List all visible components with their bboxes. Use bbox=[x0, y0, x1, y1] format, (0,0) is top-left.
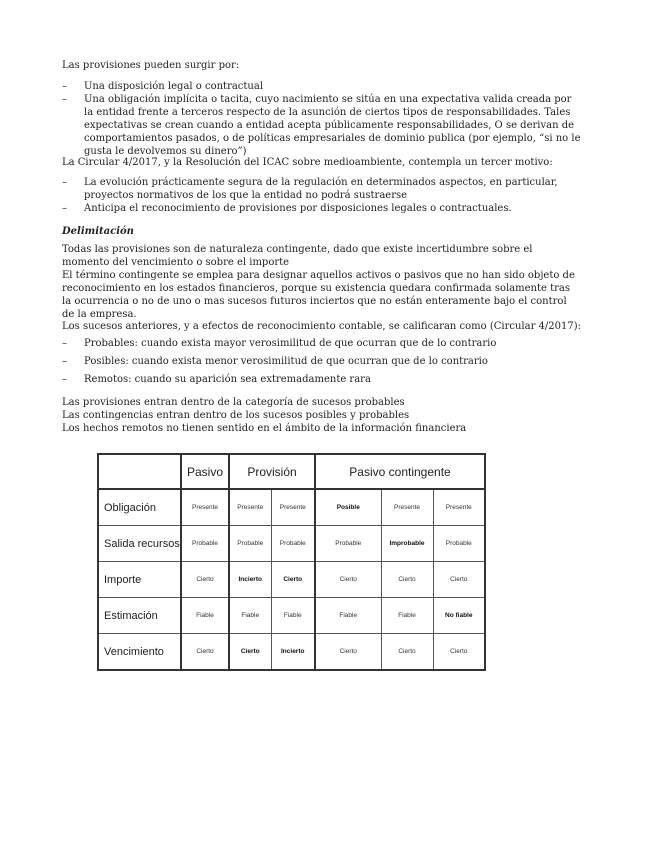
list-item-text: Posibles: cuando exista menor verosimilitud de que ocurran que de lo contrario bbox=[84, 356, 488, 367]
dash-bullet: – bbox=[62, 203, 67, 214]
list-item-text: La evolución prácticamente segura de la regulación en determinados aspectos, en particular, proyectos normativos de los que la entidad no podrá sustraerse bbox=[84, 177, 558, 201]
table-header-empty bbox=[98, 454, 181, 489]
table-cell: Improbable bbox=[381, 526, 433, 562]
list-item bbox=[62, 337, 582, 350]
table-cell: Incierto bbox=[229, 562, 271, 598]
delimitation-paragraph bbox=[62, 243, 582, 321]
dash-bullet: – bbox=[62, 94, 67, 105]
list-item-text: Probables: cuando exista mayor verosimilitud de que ocurran que de lo contrario bbox=[84, 338, 497, 349]
table-header-row bbox=[98, 454, 485, 489]
comparison-table bbox=[97, 453, 486, 671]
table-row bbox=[98, 526, 485, 562]
table-cell: Fiable bbox=[271, 598, 315, 634]
dash-bullet: – bbox=[62, 177, 67, 188]
list-item bbox=[62, 80, 582, 93]
list-item bbox=[62, 355, 582, 368]
table-cell: Incierto bbox=[271, 634, 315, 671]
table-cell: Probable bbox=[181, 526, 229, 562]
list-third-reason bbox=[62, 176, 582, 215]
row-label: Estimación bbox=[98, 598, 181, 634]
table-row bbox=[98, 489, 485, 526]
summary-line: Las provisiones entran dentro de la categoría de sucesos probables bbox=[62, 397, 405, 408]
table-cell: Presente bbox=[271, 489, 315, 526]
delimitation-line: Todas las provisiones son de naturaleza contingente, dado que existe incertidumbre sobre el momento del vencimiento o sobre el importe bbox=[62, 244, 533, 268]
row-label: Obligación bbox=[98, 489, 181, 526]
list-sources bbox=[62, 80, 582, 158]
section-heading-delimitacion: Delimitación bbox=[62, 226, 134, 237]
list-item-text: Una obligación implícita o tacita, cuyo nacimiento se sitúa en una expectativa valida creada por la entidad frente a terceros respecto de la asunción de ciertos tipos de responsabilidades. Tales expectativas se crean cuando a entidad acepta públicamente responsabilidades, O se derivan de comportamientos pasados, o de políticas empresariales de dominio publica (por ejemplo, “si no le gusta le devolvemos su dinero”) bbox=[84, 94, 581, 157]
table-cell: Fiable bbox=[181, 598, 229, 634]
circular-intro: La Circular 4/2017, y la Resolución del ICAC sobre medioambiente, contempla un tercer motivo: bbox=[62, 157, 553, 168]
table-cell: Fiable bbox=[315, 598, 381, 634]
dash-bullet: – bbox=[62, 356, 67, 367]
summary-lines bbox=[62, 396, 582, 435]
table-cell: Probable bbox=[433, 526, 485, 562]
list-item-text: Remotos: cuando su aparición sea extremadamente rara bbox=[84, 374, 371, 385]
table-cell: Fiable bbox=[381, 598, 433, 634]
dash-bullet: – bbox=[62, 374, 67, 385]
table-cell: Cierto bbox=[433, 634, 485, 671]
list-item bbox=[62, 93, 582, 158]
table-row bbox=[98, 562, 485, 598]
table-cell: Presente bbox=[381, 489, 433, 526]
dash-bullet: – bbox=[62, 338, 67, 349]
table-cell: Cierto bbox=[433, 562, 485, 598]
table-row bbox=[98, 598, 485, 634]
table-cell: Presente bbox=[433, 489, 485, 526]
table-row bbox=[98, 634, 485, 671]
row-label: Importe bbox=[98, 562, 181, 598]
list-item bbox=[62, 202, 582, 215]
table-cell: Probable bbox=[229, 526, 271, 562]
list-item bbox=[62, 176, 582, 202]
table-cell: Cierto bbox=[229, 634, 271, 671]
table-cell: Posible bbox=[315, 489, 381, 526]
row-label: Vencimiento bbox=[98, 634, 181, 671]
intro-text: Las provisiones pueden surgir por: bbox=[62, 60, 240, 71]
classification-intro: Los sucesos anteriores, y a efectos de reconocimiento contable, se calificaran como (Circular 4/2017): bbox=[62, 321, 581, 332]
table-cell: Probable bbox=[271, 526, 315, 562]
table-cell: Cierto bbox=[381, 562, 433, 598]
list-item bbox=[62, 373, 582, 386]
table-cell: Presente bbox=[229, 489, 271, 526]
list-classification bbox=[62, 337, 582, 391]
table-cell: Cierto bbox=[271, 562, 315, 598]
table-cell: Cierto bbox=[315, 562, 381, 598]
dash-bullet: – bbox=[62, 81, 67, 92]
table-header-pasivo-contingente: Pasivo contingente bbox=[315, 454, 485, 489]
summary-line: Los hechos remotos no tienen sentido en el ámbito de la información financiera bbox=[62, 423, 467, 434]
table-cell: Cierto bbox=[315, 634, 381, 671]
table-cell: Cierto bbox=[381, 634, 433, 671]
table-cell: Presente bbox=[181, 489, 229, 526]
table-header-provision: Provisión bbox=[229, 454, 315, 489]
table-cell: Cierto bbox=[181, 634, 229, 671]
list-item-text: Anticipa el reconocimiento de provisiones por disposiciones legales o contractuales. bbox=[84, 203, 512, 214]
list-item-text: Una disposición legal o contractual bbox=[84, 81, 264, 92]
table-cell: Probable bbox=[315, 526, 381, 562]
table-cell: Fiable bbox=[229, 598, 271, 634]
delimitation-line: El término contingente se emplea para designar aquellos activos o pasivos que no han sido objeto de reconocimiento en los estados financieros, porque su existencia quedara confirmada solamente tras la ocurrencia o no de uno o mas sucesos futuros inciertos que no están enteramente bajo el control de la empresa. bbox=[62, 270, 575, 320]
table-header-pasivo: Pasivo bbox=[181, 454, 229, 489]
table-cell: No fiable bbox=[433, 598, 485, 634]
summary-line: Las contingencias entran dentro de los sucesos posibles y probables bbox=[62, 410, 410, 421]
row-label: Salida recursos bbox=[98, 526, 181, 562]
table-cell: Cierto bbox=[181, 562, 229, 598]
